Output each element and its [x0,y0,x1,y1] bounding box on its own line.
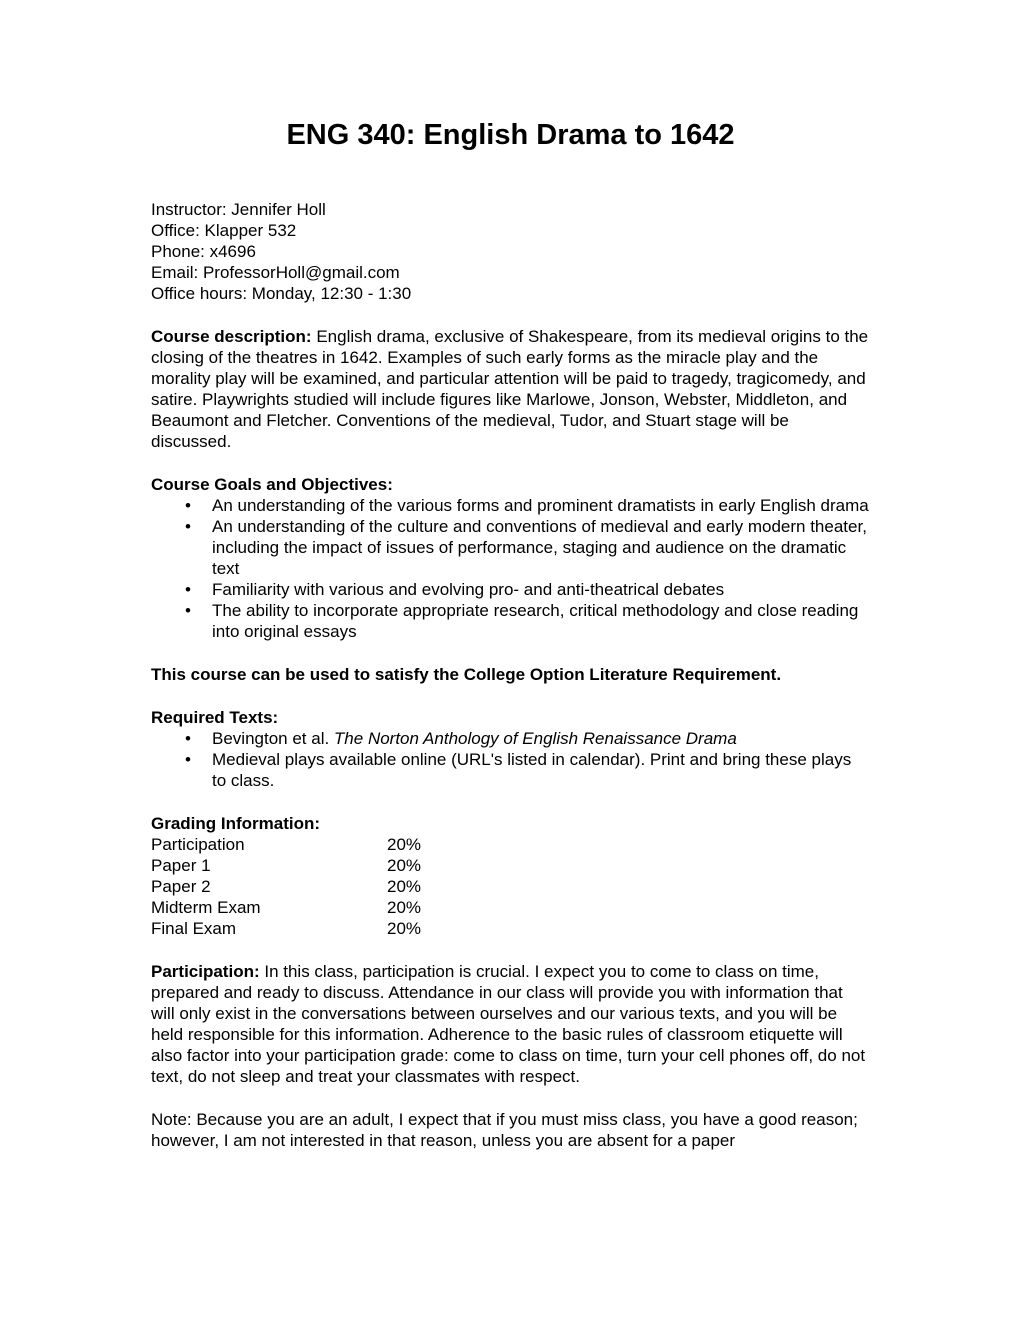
goal-item: • An understanding of the various forms and prominent dramatists in early English drama [151,495,870,516]
participation-text: In this class, participation is crucial. I expect you to come to class on time, prepared and ready to discuss. Attendance in our class will provide you with information that will only exist in the conversations between ourselves and our various texts, and you will be held responsible for this information. Adherence to the basic rules of classroom etiquette will also factor into your participation grade: come to class on time, turn your cell phones off, do not text, do not sleep and treat your classmates with respect. [151,962,866,1086]
required-text-item [151,728,870,749]
grading-item-label: Paper 2 [151,877,211,896]
course-goals-list [151,495,870,642]
grading-row [151,876,870,897]
grading-row [151,897,870,918]
course-description-label: Course description: [151,327,312,346]
phone-line: Phone: x4696 [151,242,256,261]
absence-note-paragraph: Note: Because you are an adult, I expect that if you must miss class, you have a good reason; however, I am not interested in that reason, unless you are absent for a paper [151,1110,858,1150]
goal-item: • An understanding of the culture and conventions of medieval and early modern theater, including the impact of issues of performance, staging and audience on the dramatic text [151,516,870,579]
goal-item: • Familiarity with various and evolving pro- and anti-theatrical debates [151,579,870,600]
grading-weight: 20% [387,835,422,854]
office-hours-line: Office hours: Monday, 12:30 - 1:30 [151,284,412,303]
required-text-item [151,749,870,791]
grading-item-label: Midterm Exam [151,898,261,917]
page-title: ENG 340: English Drama to 1642 [286,119,735,151]
course-description-paragraph [151,326,870,452]
grading-section [151,813,870,939]
instructor-info-block [151,199,870,304]
grading-row [151,918,870,939]
college-option-statement: This course can be used to satisfy the College Option Literature Requirement. [151,665,782,684]
course-goals-section [151,474,870,642]
grading-weight: 20% [387,877,422,896]
grading-weight: 20% [387,898,422,917]
required-texts-heading: Required Texts: [151,708,279,727]
goal-item: • The ability to incorporate appropriate research, critical methodology and close reading into original essays [151,600,870,642]
grading-item-label: Final Exam [151,919,237,938]
grading-item-label: Participation [151,835,245,854]
participation-paragraph [151,961,870,1087]
grading-table [151,834,870,939]
grading-item-label: Paper 1 [151,856,211,875]
office-line: Office: Klapper 532 [151,221,297,240]
instructor-line: Instructor: Jennifer Holl [151,200,326,219]
grading-weight: 20% [387,856,422,875]
grading-row [151,855,870,876]
required-texts-section [151,707,870,791]
course-goals-heading: Course Goals and Objectives: [151,475,393,494]
grading-row [151,834,870,855]
required-texts-list [151,728,870,791]
grading-heading: Grading Information: [151,814,321,833]
participation-label: Participation: [151,962,260,981]
text-item-title: The Norton Anthology of English Renaissance Drama [333,729,737,748]
text-item-prefix: Bevington et al. [212,729,334,748]
course-description-text: English drama, exclusive of Shakespeare, from its medieval origins to the closing of the theatres in 1642. Examples of such early forms as the miracle play and the morality play will be examined, and particular attention will be paid to tragedy, tragicomedy, and satire. Playwrights studied will include figures like Marlowe, Jonson, Webster, Middleton, and Beaumont and Fletcher. Conventions of the medieval, Tudor, and Stuart stage will be discussed. [151,327,869,451]
grading-weight: 20% [387,919,422,938]
text-item-prefix: Medieval plays available online (URL's listed in calendar). Print and bring these plays to class. [212,750,852,790]
email-line: Email: ProfessorHoll@gmail.com [151,263,400,282]
